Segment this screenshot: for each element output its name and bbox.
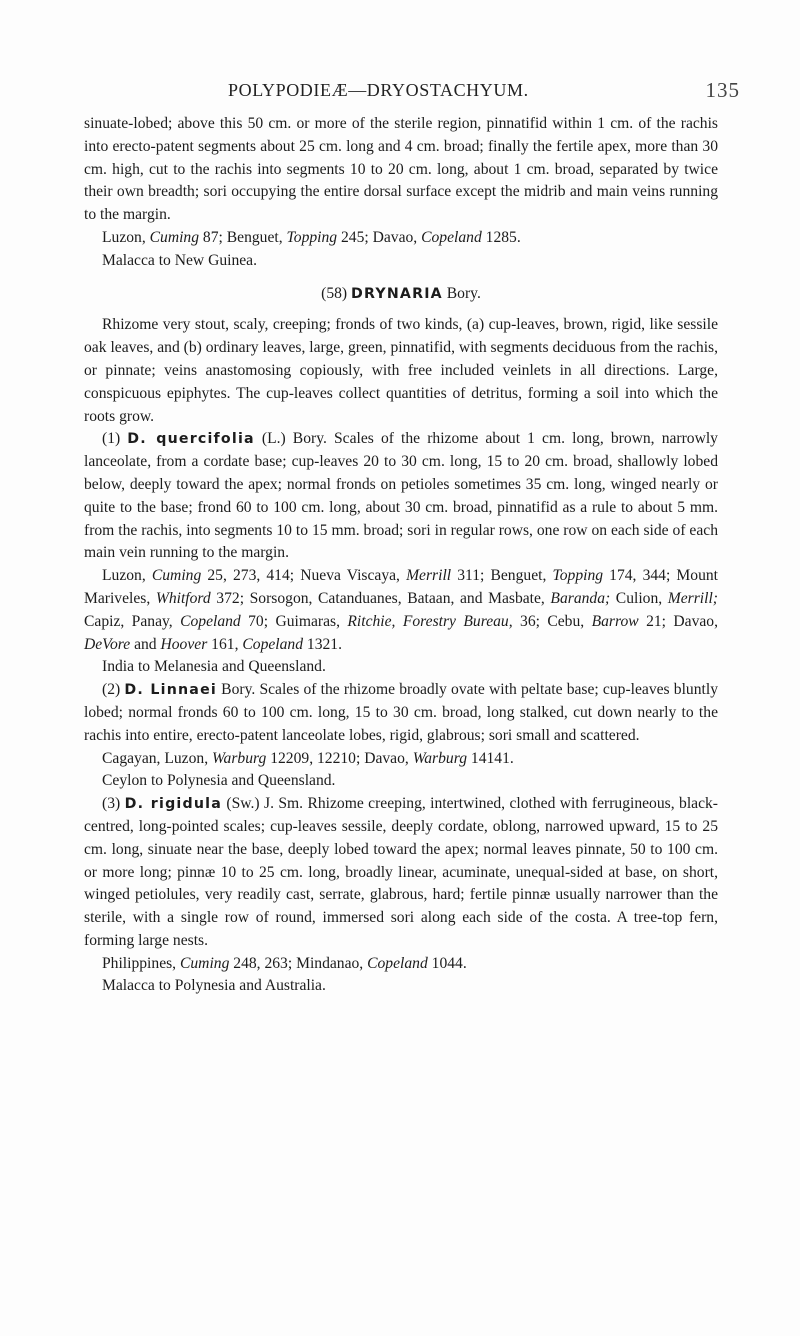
species-entry	[84, 679, 718, 747]
locality-text: and	[130, 635, 161, 653]
page-header	[100, 80, 740, 112]
collector-name: Cuming	[179, 954, 230, 972]
locality-text: 1285.	[481, 228, 521, 246]
species-name: D. rigidula	[124, 796, 222, 813]
species-author: Bory.	[221, 681, 256, 699]
species-description: Rhizome creeping, intertwined, clothed with ferrugineous, black-centred, long-pointed scales; cup-leaves sessile, deeply cordate, oblong, narrowed upward, 15 to 25 cm. long, sinuate near the base, deeply lobed toward the apex; normal leaves pinnate, 50 to 100 cm. or more long; pinnæ 10 to 25 cm. long, broadly linear, acuminate, unequal-sided at base, on short, winged petiolules, very readily cast, serrate, glabrous, hard; fertile pinnæ usually narrower than the sterile, with a single row of round, immersed sori along each side of the costa. A tree-top fern, forming large nests.	[84, 795, 718, 949]
species-entry	[84, 793, 718, 953]
genus-description: Rhizome very stout, scaly, creeping; fronds of two kinds, (a) cup-leaves, brown, rigid, like sessile oak leaves, and (b) ordinary leaves, large, green, pinnatifid, with segments deciduous from the rachis, or pinnate; veins anastomosing copiously, with free included veinlets in all directions. Large, conspicuous epiphytes. The cup-leaves collect quantities of detritus, forming a soil into which the roots grow.	[84, 316, 718, 425]
collector-name: Ritchie, Forestry Bureau,	[347, 612, 513, 630]
intro-localities	[84, 227, 718, 250]
species-name: D. Linnaei	[124, 682, 217, 699]
locality-text: 245; Davao,	[337, 228, 422, 246]
collector-name: Cuming	[151, 567, 202, 585]
running-head: POLYPODIEÆ—DRYOSTACHYUM.	[228, 80, 529, 100]
genus-number: (58)	[321, 284, 348, 302]
page-body	[84, 113, 718, 998]
collector-name: Baranda;	[550, 589, 611, 607]
page-number: 135	[705, 78, 740, 102]
collector-name: Cuming	[149, 228, 200, 246]
locality-text: 87; Benguet,	[199, 228, 287, 246]
locality-text: 372; Sorsogon, Catanduanes, Bataan, and Masbate,	[210, 589, 551, 607]
collector-name: Copeland	[180, 612, 241, 630]
species-localities	[84, 565, 718, 656]
collector-name: Hoover	[160, 635, 208, 653]
species-author: (L.) Bory.	[261, 430, 327, 448]
locality-text: 14141.	[467, 749, 514, 767]
collector-name: Copeland	[367, 954, 428, 972]
collector-name: Barrow	[591, 612, 639, 630]
species-description: Scales of the rhizome about 1 cm. long, brown, narrowly lanceolate, from a cordate base; cup-leaves 20 to 30 cm. long, 15 to 20 cm. broad, shallowly lobed below, deeply toward the apex; normal fronds on petioles sometimes 35 cm. long, winged nearly or quite to the base; frond 60 to 100 cm. long, about 30 cm. broad, pinnatifid as a rule to about 5 mm. from the rachis, into segments 10 to 15 mm. broad; sori in regular rows, one row on each side of each main vein running to the margin.	[84, 430, 718, 562]
collector-name: Merrill;	[667, 589, 718, 607]
locality-text: 25, 273, 414; Nueva Viscaya,	[201, 567, 407, 585]
species-description: Scales of the rhizome broadly ovate with peltate base; cup-leaves bluntly lobed; normal fronds 60 to 100 cm. long, 15 to 30 cm. broad, long stalked, cut down nearly to the rachis into entire, erecto-patent lanceolate lobes, rigid, glabrous; sori small and scattered.	[84, 681, 718, 744]
locality-text: 1321.	[303, 635, 342, 653]
collector-name: Copeland	[421, 228, 482, 246]
locality-text: 248, 263; Mindanao,	[229, 954, 368, 972]
species-number: (3)	[102, 795, 121, 813]
species-name: D. quercifolia	[127, 431, 255, 448]
species-number: (1)	[102, 430, 121, 448]
locality-text: 174, 344; Mount Mariveles,	[84, 567, 718, 607]
collector-name: Warburg	[212, 749, 267, 767]
species-localities	[84, 953, 718, 976]
locality-text: 161,	[207, 635, 243, 653]
locality-text: Culion,	[610, 589, 668, 607]
collector-name: Warburg	[412, 749, 468, 767]
species-entry	[84, 428, 718, 565]
locality-text: 21; Davao,	[638, 612, 719, 630]
locality-text: Luzon,	[102, 567, 152, 585]
species-range: India to Melanesia and Queensland.	[102, 658, 326, 676]
genus-author: Bory.	[446, 284, 481, 302]
locality-text: 36; Cebu,	[512, 612, 592, 630]
species-localities	[84, 748, 718, 771]
locality-text: Philippines,	[102, 954, 180, 972]
collector-name: Topping	[286, 228, 338, 246]
collector-name: DeVore	[84, 635, 131, 653]
collector-name: Topping	[552, 567, 604, 585]
locality-text: Capiz, Panay,	[84, 612, 181, 630]
genus-name: DRYNARIA	[351, 285, 443, 302]
locality-text: 70; Guimaras,	[240, 612, 348, 630]
locality-text: 12209, 12210; Davao,	[266, 749, 413, 767]
locality-text: 311; Benguet,	[451, 567, 553, 585]
intro-paragraph: sinuate-lobed; above this 50 cm. or more of the sterile region, pinnatifid within 1 cm. of the rachis into erecto-patent segments about 25 cm. long and 4 cm. broad; finally the fertile apex, more than 30 cm. high, cut to the rachis into segments 10 to 20 cm. long, about 1 cm. broad, separated by twice their own breadth; sori occupying the entire dorsal surface except the midrib and main veins running to the margin.	[84, 115, 718, 224]
collector-name: Merrill	[406, 567, 452, 585]
genus-heading	[84, 283, 718, 306]
intro-range: Malacca to New Guinea.	[102, 251, 258, 269]
species-author: (Sw.) J. Sm.	[226, 795, 304, 813]
locality-text: 1044.	[427, 954, 467, 972]
locality-text: Cagayan, Luzon,	[102, 749, 212, 767]
species-number: (2)	[102, 681, 121, 699]
collector-name: Copeland	[242, 635, 304, 653]
collector-name: Whitford	[155, 589, 211, 607]
species-range: Malacca to Polynesia and Australia.	[102, 977, 326, 995]
species-range: Ceylon to Polynesia and Queensland.	[102, 772, 336, 790]
locality-text: Luzon,	[102, 228, 150, 246]
